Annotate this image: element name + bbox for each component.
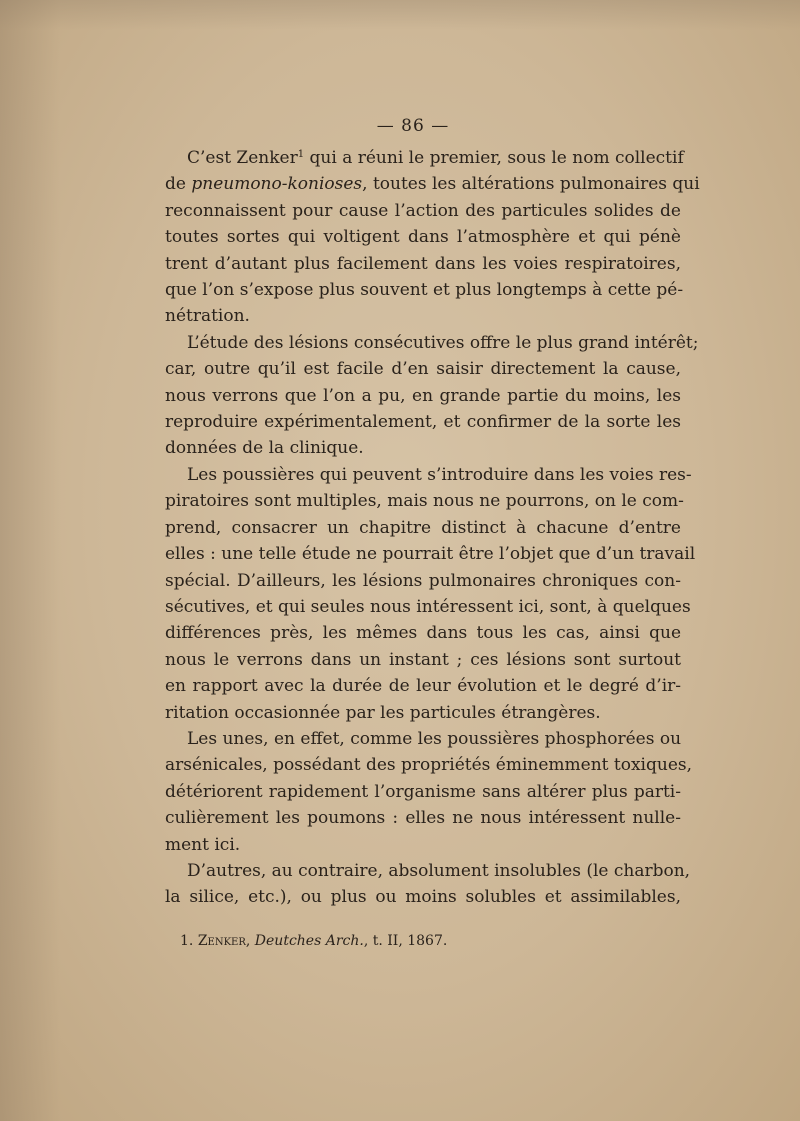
paragraph-1 bbox=[165, 145, 700, 330]
footnote-journal: Deutches Arch. bbox=[254, 933, 364, 949]
text-line: reconnaissent pour cause l’action des particules solides de bbox=[165, 200, 681, 221]
paragraph-4 bbox=[165, 726, 693, 858]
text-line: piratoires sont multiples, mais nous ne pourrons, on le com- bbox=[165, 491, 684, 512]
text-line: reproduire expérimentalement, et confirmer de la sorte les bbox=[165, 412, 681, 433]
text-line: en rapport avec la durée de leur évolution et le degré d’ir- bbox=[165, 676, 681, 697]
italic-term: pneumono-konioses bbox=[191, 174, 363, 195]
text-line: nous verrons que l’on a pu, en grande partie du moins, les bbox=[165, 385, 681, 406]
text-line: D’autres, au contraire, absolument insolubles (le charbon, bbox=[187, 860, 691, 881]
text-line: spécial. D’ailleurs, les lésions pulmonaires chroniques con- bbox=[165, 570, 681, 591]
text-line: C’est Zenker$^1$ qui a réuni le premier, sous le nom collectif bbox=[187, 148, 684, 168]
text-line: de pneumono-konioses, toutes les altérations pulmonaires qui bbox=[165, 174, 700, 195]
footnote-author: Zenker bbox=[197, 933, 246, 949]
text-line: Les poussières qui peuvent s’introduire dans les voies res- bbox=[187, 464, 692, 485]
page-top-shadow bbox=[0, 0, 800, 30]
text-line: L’étude des lésions consécutives offre le plus grand intérêt; bbox=[187, 332, 699, 353]
text-line: nous le verrons dans un instant ; ces lésions sont surtout bbox=[165, 649, 681, 670]
text-line: ritation occasionnée par les particules étrangères. bbox=[165, 702, 601, 723]
text-line: la silice, etc.), ou plus ou moins solubles et assimilables, bbox=[165, 887, 681, 908]
page-edge-shadow bbox=[0, 0, 60, 1121]
text-line: que l’on s’expose plus souvent et plus longtemps à cette pé- bbox=[165, 280, 684, 301]
text-line: car, outre qu’il est facile d’en saisir directement la cause, bbox=[165, 359, 681, 380]
paragraph-5 bbox=[165, 858, 691, 911]
footnote-reference[interactable]: 1 bbox=[297, 149, 305, 160]
text-line: culièrement les poumons : elles ne nous intéressent nulle- bbox=[165, 808, 681, 829]
text-line: ment ici. bbox=[165, 834, 241, 855]
text-line: prend, consacrer un chapitre distinct à chacune d’entre bbox=[165, 517, 681, 538]
text-line: elles : une telle étude ne pourrait être l’objet que d’un travail bbox=[165, 544, 696, 565]
text-line: arsénicales, possédant des propriétés éminemment toxiques, bbox=[165, 755, 693, 776]
text-line: détériorent rapidement l’organisme sans altérer plus parti- bbox=[165, 781, 681, 802]
text-line: toutes sortes qui voltigent dans l’atmosphère et qui pénè bbox=[165, 227, 681, 248]
paragraph-2 bbox=[165, 330, 699, 462]
footnote: 1. Zenker, Deutches Arch., t. II, 1867. bbox=[180, 933, 448, 949]
text-line: nétration. bbox=[165, 306, 250, 327]
text-line: données de la clinique. bbox=[165, 438, 364, 459]
text-line: Les unes, en effet, comme les poussières phosphorées ou bbox=[187, 728, 682, 749]
page-number: — 86 — bbox=[376, 116, 450, 136]
text-line: différences près, les mêmes dans tous les cas, ainsi que bbox=[165, 623, 681, 644]
text-line: sécutives, et qui seules nous intéressent ici, sont, à quelques bbox=[165, 596, 691, 617]
paragraph-3 bbox=[165, 462, 696, 726]
body-text bbox=[165, 145, 700, 911]
footnote-details: , t. II, 1867. bbox=[363, 933, 448, 949]
text-line: trent d’autant plus facilement dans les voies respiratoires, bbox=[165, 253, 681, 274]
footnote-number: 1. bbox=[180, 933, 194, 949]
